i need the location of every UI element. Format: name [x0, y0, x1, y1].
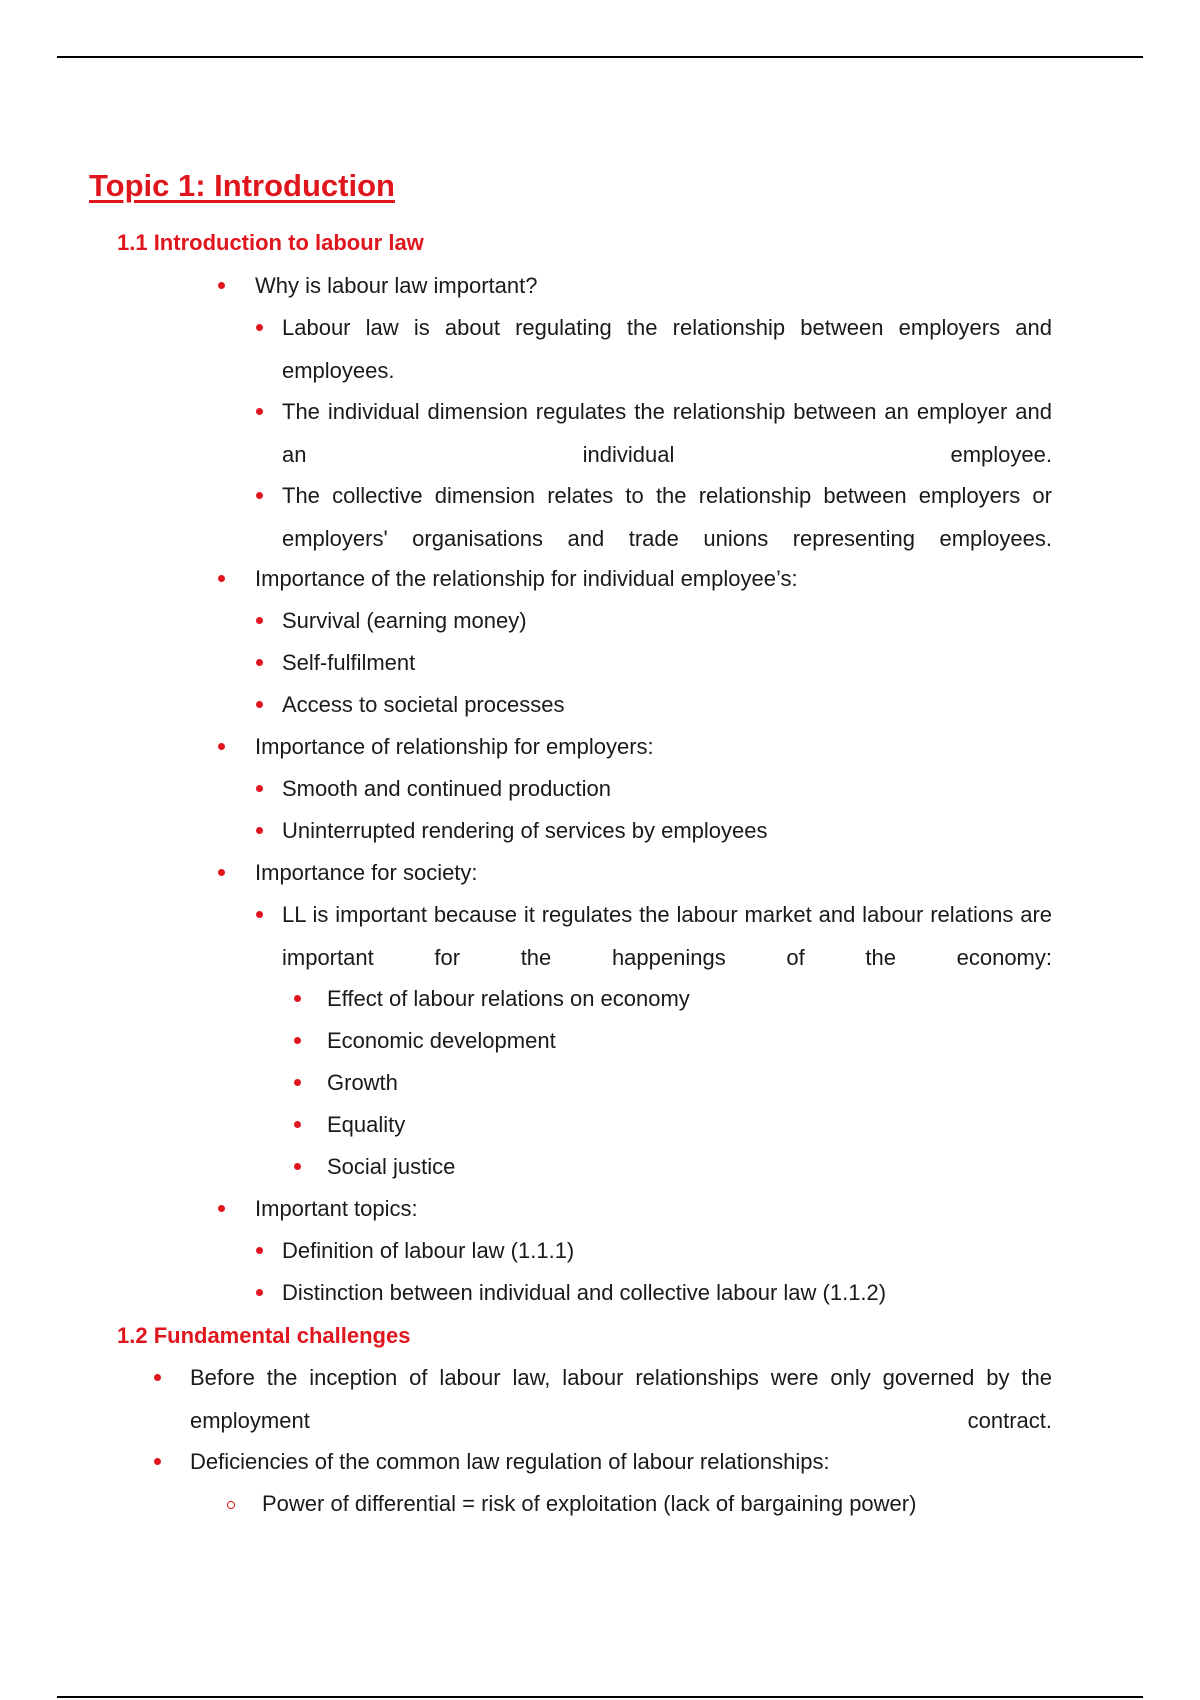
- bottom-rule: [57, 1696, 1143, 1698]
- list-item: Access to societal processes: [282, 683, 1052, 726]
- bullet-icon: [256, 911, 263, 918]
- list-item: Before the inception of labour law, labour relationships were only governed by the employment contract.: [190, 1356, 1052, 1485]
- list-item: Deficiencies of the common law regulation of labour relationships:: [190, 1440, 1052, 1483]
- bullet-icon: [256, 827, 263, 834]
- bullet-icon: [154, 1458, 161, 1465]
- list-item: Definition of labour law (1.1.1): [282, 1229, 1052, 1272]
- bullet-icon: [256, 617, 263, 624]
- bullet-icon: [218, 869, 225, 876]
- top-rule: [57, 56, 1143, 58]
- bullet-icon: [256, 701, 263, 708]
- bullet-icon: [218, 575, 225, 582]
- page-title: Topic 1: Introduction: [89, 168, 395, 203]
- list-item: Importance of the relationship for individual employee’s:: [255, 557, 1055, 600]
- bullet-icon: [294, 995, 301, 1002]
- list-item: Labour law is about regulating the relationship between employers and employees.: [282, 306, 1052, 435]
- list-item: Importance for society:: [255, 851, 1055, 894]
- list-item: The collective dimension relates to the relationship between employers or employers' organisations and trade unions representing employees.: [282, 474, 1052, 603]
- bullet-icon: [294, 1121, 301, 1128]
- bullet-icon: [218, 743, 225, 750]
- bullet-icon: [294, 1079, 301, 1086]
- list-item: LL is important because it regulates the labour market and labour relations are important for the happenings of the economy:: [282, 893, 1052, 1022]
- bullet-icon: [256, 1247, 263, 1254]
- list-item: Effect of labour relations on economy: [327, 977, 1027, 1020]
- bullet-icon: [294, 1037, 301, 1044]
- bullet-icon: [256, 659, 263, 666]
- list-item: Power of differential = risk of exploitation (lack of bargaining power): [262, 1482, 1052, 1525]
- bullet-icon: [256, 1289, 263, 1296]
- bullet-icon: [294, 1163, 301, 1170]
- list-item: Self-fulfilment: [282, 641, 1052, 684]
- hollow-bullet-icon: [227, 1501, 235, 1509]
- list-item: Important topics:: [255, 1187, 1055, 1230]
- list-item: Why is labour law important?: [255, 264, 1055, 307]
- list-item: Growth: [327, 1061, 1027, 1104]
- bullet-icon: [218, 1205, 225, 1212]
- bullet-icon: [256, 492, 263, 499]
- list-item: Uninterrupted rendering of services by employees: [282, 809, 1052, 852]
- list-item: Social justice: [327, 1145, 1027, 1188]
- section-heading-1-2: 1.2 Fundamental challenges: [117, 1323, 411, 1348]
- section-heading-1-1: 1.1 Introduction to labour law: [117, 230, 424, 255]
- list-item: Survival (earning money): [282, 599, 1052, 642]
- bullet-icon: [154, 1374, 161, 1381]
- list-item: The individual dimension regulates the relationship between an employer and an individual employee.: [282, 390, 1052, 519]
- list-item: Importance of relationship for employers:: [255, 725, 1055, 768]
- list-item: Distinction between individual and collective labour law (1.1.2): [282, 1271, 1052, 1314]
- list-item: Smooth and continued production: [282, 767, 1052, 810]
- bullet-icon: [256, 324, 263, 331]
- bullet-icon: [256, 408, 263, 415]
- bullet-icon: [218, 282, 225, 289]
- list-item: Economic development: [327, 1019, 1027, 1062]
- bullet-icon: [256, 785, 263, 792]
- list-item: Equality: [327, 1103, 1027, 1146]
